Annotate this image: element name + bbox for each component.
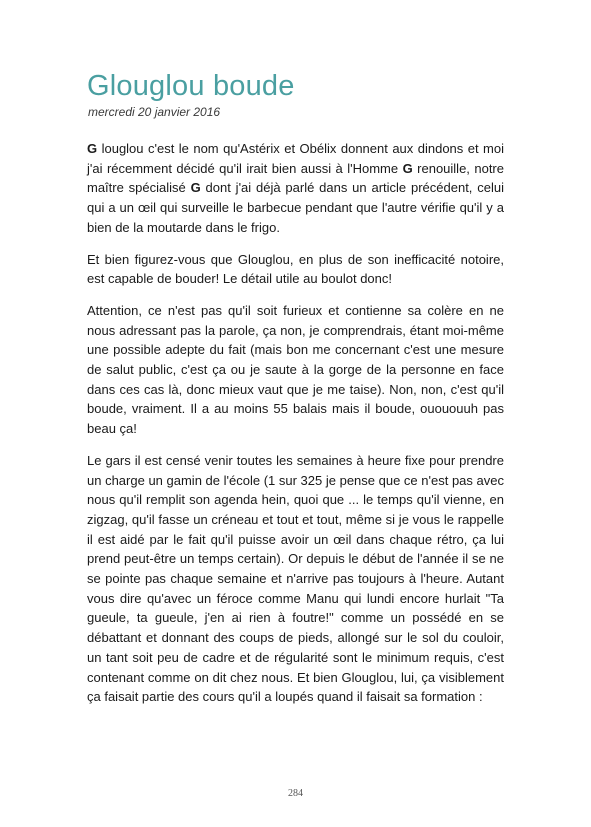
bold-g: G bbox=[402, 160, 413, 176]
page-number: 284 bbox=[288, 788, 303, 799]
paragraph-1-text-a: louglou c'est le nom qu'Astérix et Obélix donnent aux dindons et moi j'ai récemment décidé qu'il irait bien aussi à l'Homme bbox=[87, 141, 504, 176]
paragraph-1 bbox=[87, 139, 504, 238]
dropcap-g: G bbox=[87, 141, 98, 156]
paragraph-1-text-c: dont j'ai déjà parlé dans un article précédent, celui qui a un œil qui surveille le barbecue pendant que l'autre vérifie qu'il y a bien de la moutarde dans le frigo. bbox=[87, 180, 504, 235]
paragraph-1-text-b: renouille, notre maître spécialisé bbox=[87, 160, 504, 196]
paragraph-4: Le gars il est censé venir toutes les semaines à heure fixe pour prendre un charge un gamin de l'école (1 sur 325 je pense que ce n'est pas avec nous qu'il remplit son agenda hein, quoi que ... le temps qu'il vienne, en zigzag, qu'il fasse un créneau et tout et tout, même si je vous le rappelle il est aidé par le fait qu'il puisse avoir un œil dans chaque rétro, ça lui prend peut-être un temps certain). Or depuis le début de l'année il se ne se pointe pas chaque semaine et n'arrive pas toujours à l'heure. Autant vous dire qu'avec un féroce comme Manu qui lundi encore hurlait "Ta gueule, ta gueule, j'en ai rien à foutre!" comme un possédé en se débattant et donnant des coups de pieds, allongé sur le sol du couloir, un tant soit peu de cadre et de régularité sont le minimum requis, c'est contenant comme on dit chez nous. Et bien Glouglou, lui, ça visiblement ça faisait partie des cours qu'il a loupés quand il faisait sa formation : bbox=[87, 452, 504, 705]
article-date: mercredi 20 janvier 2016 bbox=[88, 105, 221, 119]
paragraph-3: Attention, ce n'est pas qu'il soit furieux et contienne sa colère en ne nous adressant pas la parole, ça non, je comprendrais, étant moi-même une possible adepte du fait (mais bon me concernant c'est une mesure de salut public, c'est ça ou je saute à la gorge de la personne en face dans ces cas là, donc mieux vaut que je me taise). Non, non, c'est qu'il boude, vraiment. Il a au moins 55 balais mais il boude, ouououuh pas beau ça! bbox=[87, 302, 504, 437]
article-body bbox=[87, 139, 504, 719]
bold-g: G bbox=[190, 180, 201, 196]
paragraph-2: Et bien figurez-vous que Glouglou, en plus de son inefficacité notoire, est capable de bouder! Le détail utile au boulot donc! bbox=[87, 251, 504, 287]
article-title: Glouglou boude bbox=[87, 70, 295, 102]
